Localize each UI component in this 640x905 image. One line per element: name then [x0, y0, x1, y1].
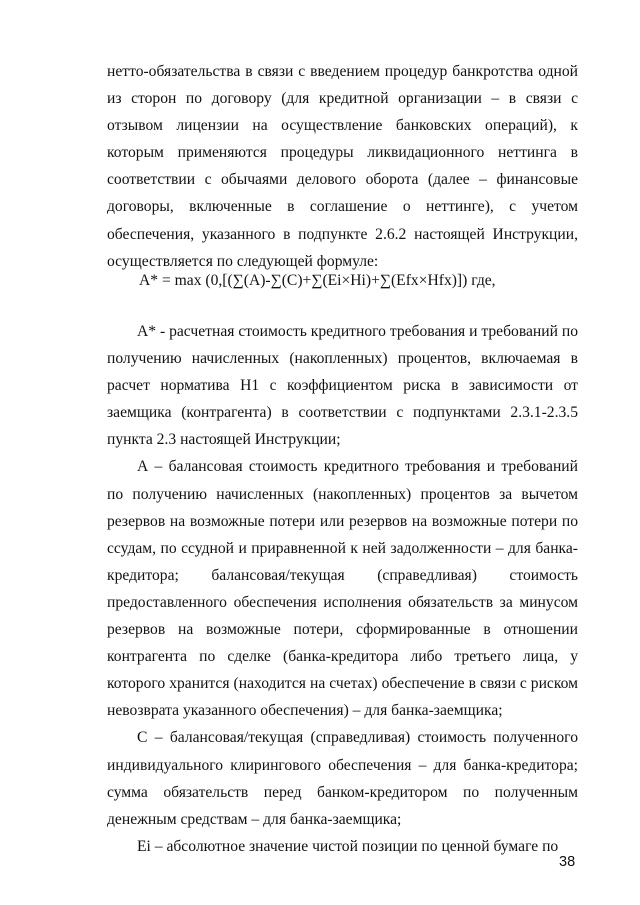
- definition-c: С – балансовая/текущая (справедливая) стоимость полученного индивидуального клирингового обеспечения – для банка-кредитора; сумма обязательств перед банком-кредитором по полученным денежным средствам – для банка-заемщика;: [107, 729, 578, 828]
- definition-a-star: А* - расчетная стоимость кредитного требования и требований по получению начисленных (накопленных) процентов, включаемая в расчет норматива Н1 с коэффициентом риска в зависимости от заемщика (контрагента) в соответствии с подпунктами 2.3.1-2.3.5 пункта 2.3 настоящей Инструкции;: [107, 323, 578, 449]
- definition-a: А – балансовая стоимость кредитного требования и требований по получению начисленных (накопленных) процентов за вычетом резервов на возможные потери или резервов на возможные потери по ссудам, по ссудной и приравненной к ней задолженности – для банка-кредитора; балансовая/текущая (справедливая) стоимость предоставленного обеспечения исполнения обязательств за минусом резервов на возможные потери, сформированные в отношении контрагента по сделке (банка-кредитора либо третьего лица, у которого хранится (находится на счетах) обеспечение в связи с риском невозврата указанного обеспечения) – для банка-заемщика;: [107, 458, 578, 720]
- definition-ei: Ei – абсолютное значение чистой позиции по ценной бумаге по: [137, 837, 559, 855]
- body-text-top: [107, 58, 578, 275]
- page-number: 38: [559, 854, 576, 870]
- definitions-block: [107, 318, 578, 860]
- formula: А* = max (0,[(∑(A)-∑(C)+∑(Ei×Hi)+∑(Efx×Hfx)]) где,: [139, 272, 496, 289]
- intro-paragraph: нетто-обязательства в связи с введением процедур банкротства одной из сторон по договору (для кредитной организации – в связи с отзывом лицензии на осуществление банковских операций), к которым применяются процедуры ликвидационного неттинга в соответствии с обычаями делового оборота (далее – финансовые договоры, включенные в соглашение о неттинге), с учетом обеспечения, указанного в подпункте 2.6.2 настоящей Инструкции, осуществляется по следующей формуле:: [107, 63, 578, 270]
